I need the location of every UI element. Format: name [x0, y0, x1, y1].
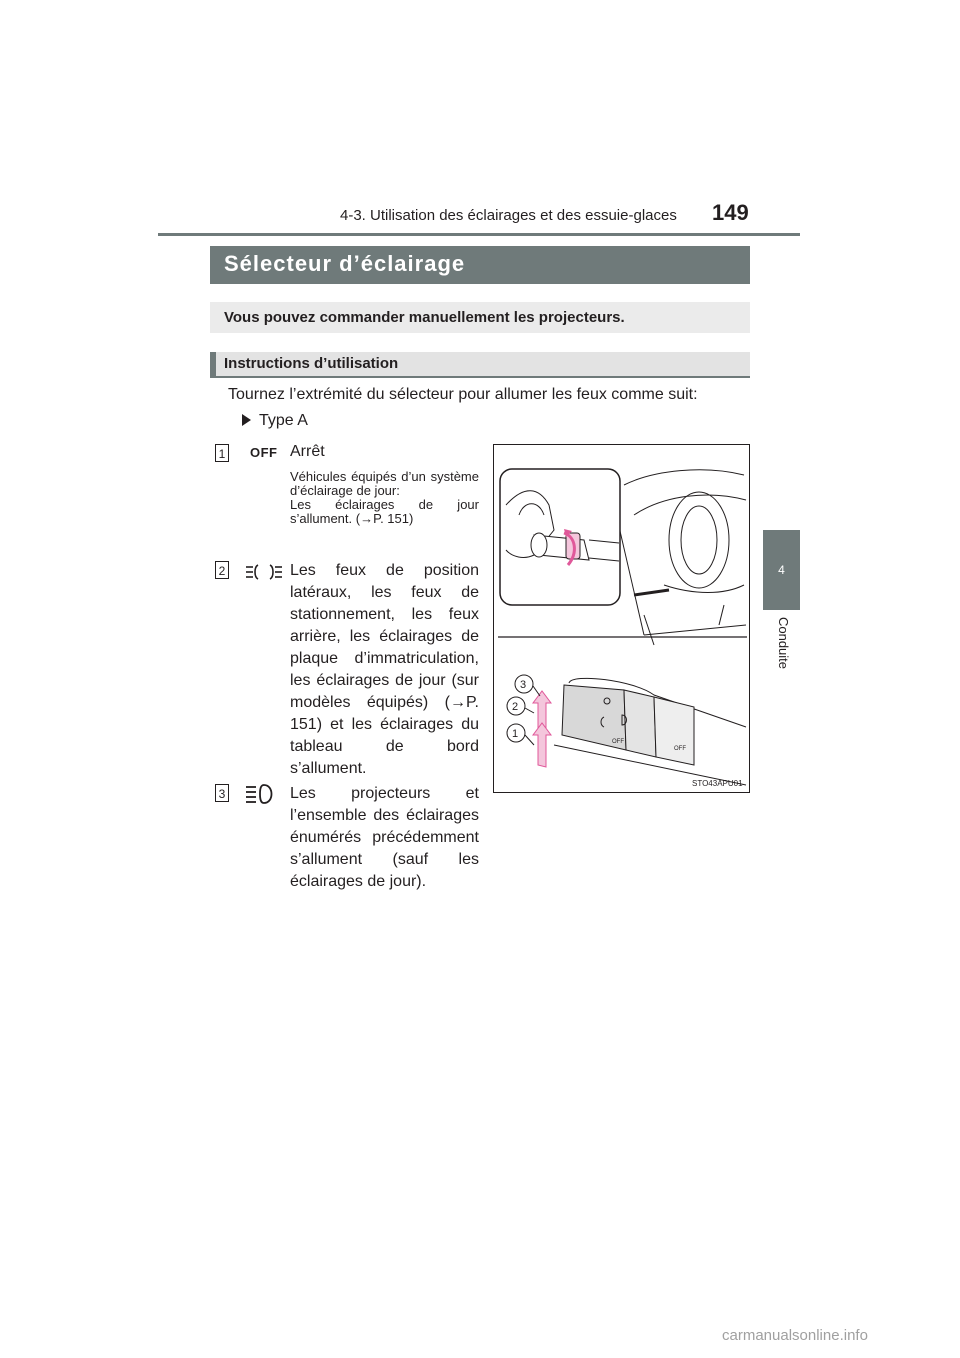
watermark: carmanualsonline.info — [722, 1327, 868, 1344]
off-text-icon: OFF — [250, 445, 278, 460]
intro-box — [210, 302, 750, 333]
position-lights-icon — [244, 561, 284, 583]
item-3-text: Les projecteurs et l’ensemble des éclairages énumérés précédemment s’allument (sauf les éclairages de jour). — [290, 785, 479, 890]
page-title: Sélecteur d’éclairage — [224, 251, 466, 276]
type-label-text: Type A — [259, 412, 308, 429]
headlight-switch-figure — [493, 444, 750, 793]
header-rule — [158, 233, 800, 236]
item-number-3: 3 — [215, 784, 229, 802]
item-1-note: Véhicules équipés d’un système d’éclairage de jour: Les éclairages de jour s’allument. (→P. 151) — [290, 469, 479, 526]
chapter-tab: 4 — [763, 530, 800, 610]
figure-off-label-1: OFF — [612, 739, 624, 745]
subheading-bar — [210, 352, 750, 378]
page-number: 149 — [712, 200, 749, 225]
figure-callout-2: 2 — [512, 701, 519, 713]
item-number-1: 1 — [215, 444, 229, 462]
headlight-icon — [244, 782, 278, 806]
type-label — [242, 412, 308, 430]
figure-callout-1: 1 — [512, 728, 519, 740]
item-2-text: Les feux de position latéraux, les feux de stationnement, les feux arrière, les éclairages de plaque d’immatriculation, les éclairages de jour (sur modèles équipés) (→P. 151) et les éclairages du tableau de bord s’allument. — [290, 562, 479, 777]
switch-illustration — [494, 445, 750, 793]
figure-code: STO43APU01 — [692, 779, 743, 788]
subheading-marker — [210, 352, 216, 378]
item-number-2: 2 — [215, 561, 229, 579]
triangle-bullet-icon — [242, 414, 251, 426]
section-header: 4-3. Utilisation des éclairages et des essuie-glaces — [340, 207, 677, 224]
body-text: Tournez l’extrémité du sélecteur pour allumer les feux comme suit: — [228, 386, 698, 403]
figure-callout-3: 3 — [520, 679, 527, 691]
intro-text: Vous pouvez commander manuellement les projecteurs. — [224, 309, 625, 326]
figure-off-label-2: OFF — [674, 746, 686, 752]
subheading: Instructions d’utilisation — [224, 355, 399, 372]
title-bar — [210, 246, 750, 284]
chapter-label: Conduite — [776, 616, 791, 670]
item-1-text: Arrêt — [290, 443, 325, 460]
